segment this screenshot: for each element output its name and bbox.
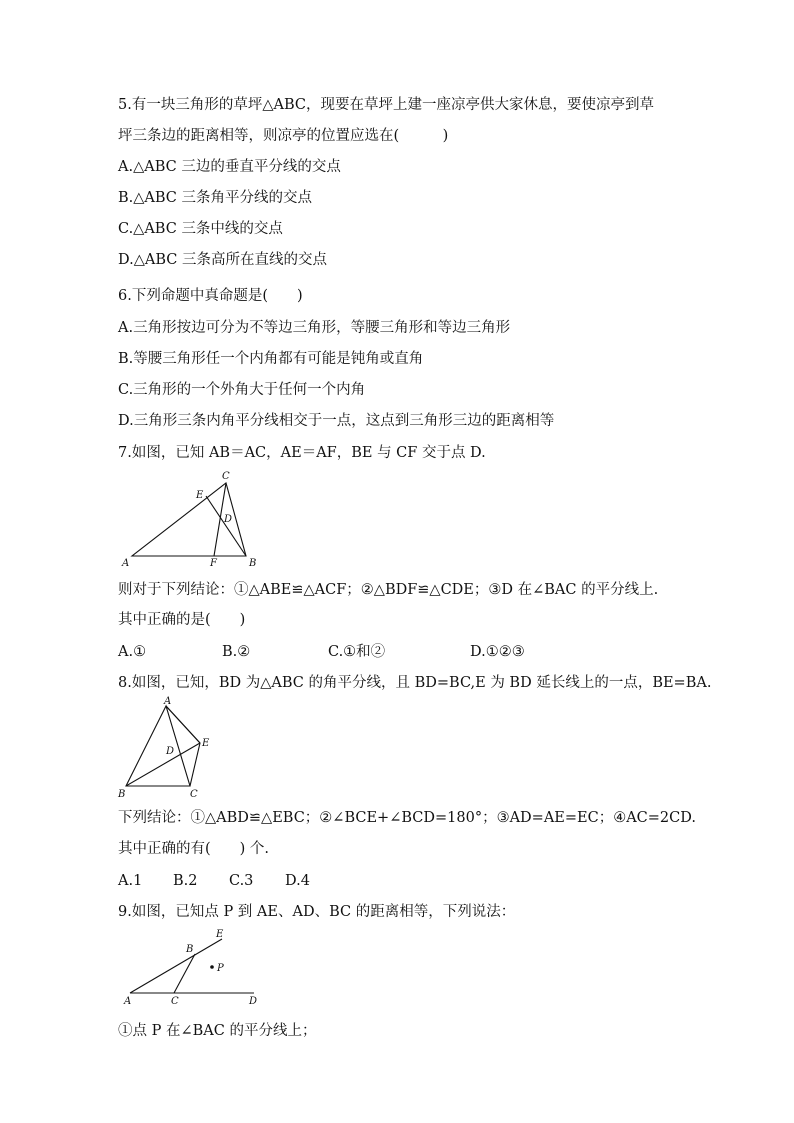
q7-label-c: C: [222, 471, 230, 482]
q8-conclusions: 下列结论：①△ABD≌△EBC；②∠BCE+∠BCD=180°；③AD=AE=EC；④AC=2CD.: [118, 810, 696, 826]
q7-conclusions: 则对于下列结论：①△ABE≌△ACF；②△BDF≌△CDE；③D 在∠BAC 的平分线上.: [118, 582, 659, 598]
q8-label-b: B: [118, 789, 126, 800]
q7-option-d: D.①②③: [470, 644, 525, 660]
q5-option-c: C.△ABC 三条中线的交点: [118, 221, 283, 237]
q7-option-c: C.①和②: [328, 644, 386, 660]
q5-option-b: B.△ABC 三条角平分线的交点: [118, 190, 313, 206]
q8-option-d: D.4: [285, 873, 310, 889]
q7-label-d: D: [224, 514, 233, 525]
q9-point-p: [210, 965, 214, 969]
q8-label-c: C: [190, 789, 198, 800]
q6-stem: 6.下列命题中真命题是( ): [118, 288, 303, 304]
q8-ask: 其中正确的有( ) 个.: [118, 841, 270, 857]
q7-ask: 其中正确的是( ): [118, 612, 246, 628]
q7-option-a: A.①: [118, 644, 147, 660]
q8-option-c: C.3: [229, 873, 254, 889]
q7-label-b: B: [249, 558, 257, 569]
q7-option-b: B.②: [222, 644, 251, 660]
q6-option-a: A.三角形按边可分为不等边三角形，等腰三角形和等边三角形: [118, 320, 511, 336]
q9-label-c: C: [171, 996, 179, 1007]
q9-segment-bc: [174, 954, 195, 993]
q8-option-a: A.1: [118, 873, 143, 889]
q9-label-e: E: [216, 929, 224, 940]
q5-stem-line1: 5.有一块三角形的草坪△ABC，现要在草坪上建一座凉亭供大家休息，要使凉亭到草: [118, 97, 654, 113]
q8-stem: 8.如图，已知，BD 为△ABC 的角平分线，且 BD=BC,E 为 BD 延长线上的一点，BE=BA.: [118, 675, 712, 691]
q8-option-b: B.2: [173, 873, 198, 889]
q7-label-f: F: [210, 558, 217, 569]
q9-item-1: ①点 P 在∠BAC 的平分线上；: [118, 1023, 317, 1039]
q5-option-a: A.△ABC 三边的垂直平分线的交点: [118, 159, 341, 175]
q8-triangle-abc: [126, 706, 190, 786]
q9-label-a: A: [124, 996, 132, 1007]
q6-option-d: D.三角形三条内角平分线相交于一点，这点到三角形三边的距离相等: [118, 413, 555, 429]
q9-stem: 9.如图，已知点 P 到 AE、AD、BC 的距离相等，下列说法：: [118, 904, 516, 920]
q9-label-p: P: [217, 963, 224, 974]
q9-figure: [118, 926, 278, 1008]
q5-stem-line2: 坪三条边的距离相等，则凉亭的位置应选在( ): [118, 128, 449, 144]
q7-label-e: E: [196, 490, 204, 501]
q8-figure: [118, 698, 228, 803]
q6-option-c: C.三角形的一个外角大于任何一个内角: [118, 382, 366, 398]
q7-figure: [118, 470, 268, 570]
q7-stem: 7.如图，已知 AB＝AC，AE＝AF，BE 与 CF 交于点 D.: [118, 445, 486, 461]
q8-label-a: A: [164, 696, 172, 707]
q7-label-a: A: [122, 558, 130, 569]
q5-option-d: D.△ABC 三条高所在直线的交点: [118, 252, 327, 268]
q9-label-b: B: [186, 944, 194, 955]
q8-label-d: D: [166, 746, 175, 757]
q9-ray-ae: [130, 939, 222, 993]
q7-segment-be: [206, 496, 246, 556]
q6-option-b: B.等腰三角形任一个内角都有可能是钝角或直角: [118, 351, 424, 367]
q9-label-d: D: [249, 996, 258, 1007]
q8-label-e: E: [202, 738, 210, 749]
